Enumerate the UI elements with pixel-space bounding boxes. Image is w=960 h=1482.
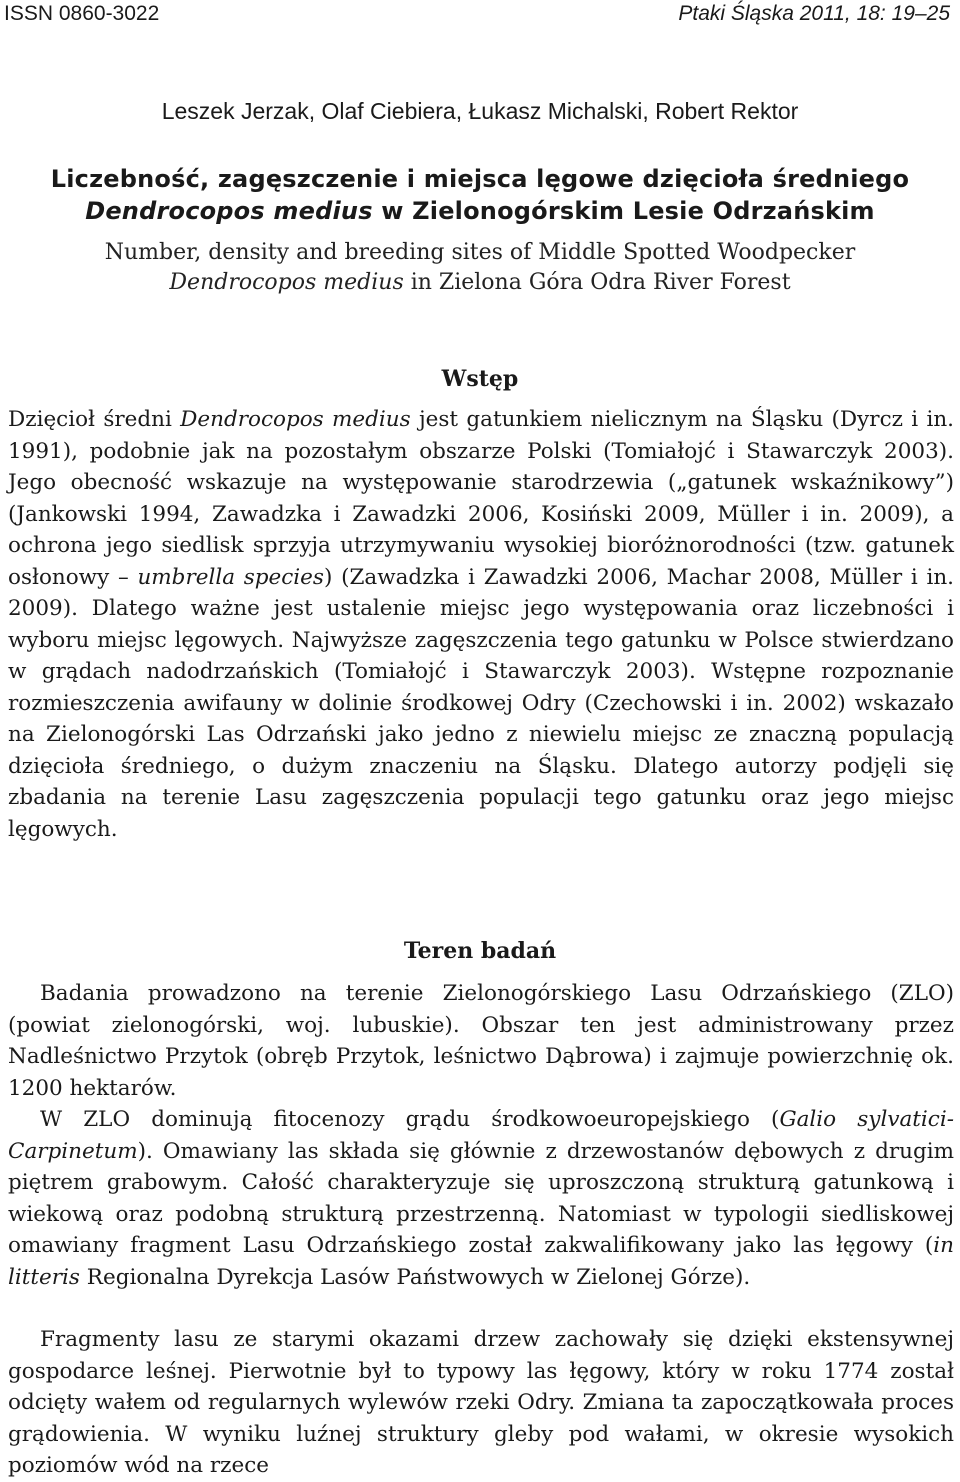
title-pl-rest: w Zielonogórskim Lesie Odrzańskim bbox=[372, 197, 875, 225]
title-en-species: Dendrocopos medius bbox=[169, 270, 404, 295]
wstep-text-c: ) (Zawadzka i Zawadzki 2006, Machar 2008, Müller i in. 2009). Dlatego ważne jest ustalenie miejsc jego występowania oraz liczebności i wyboru miejsc lęgowych. Najwyższe zagęszczenia tego gatunku w Polsce stwierdzano w grądach nadodrzańskich (Tomiałojć i Stawarczyk 2003). Wstępne rozpoznanie rozmieszczenia awifauny w dolinie środkowej Odry (Czechowski i in. 2002) wskazało na Zielonogórski Las Odrzański jako jedno z niewielu miejsc ze znaczną populacją dzięcioła średniego, o dużym znaczeniu na Śląsku. Dlatego autorzy podjęli się zbadania na terenie Lasu zagęszczenia populacji tego gatunku oraz jego miejsc lęgowych. bbox=[8, 564, 955, 842]
issn-label: ISSN 0860-3022 bbox=[4, 2, 160, 25]
paragraph-wstep bbox=[8, 404, 954, 845]
title-pl-line1: Liczebność, zagęszczenie i miejsca lęgowe dzięcioła średniego bbox=[50, 165, 910, 193]
paragraph-teren-3: Fragmenty lasu ze starymi okazami drzew zachowały się dzięki ekstensywnej gospodarce leśnej. Pierwotnie był to typowy las łęgowy, który w roku 1774 został odcięty wałem od regularnych wylewów rzeki Odry. Zmiana ta zapoczątkowała proces grądowienia. W wyniku luźnej struktury gleby pod wałami, w okresie wysokich poziomów wód na rzece bbox=[8, 1327, 954, 1478]
teren2-litteris: in litteris bbox=[8, 1233, 954, 1290]
teren2-text-c: Regionalna Dyrekcja Lasów Państwowych w Zielonej Górze). bbox=[79, 1264, 751, 1290]
section-heading-teren: Teren badań bbox=[403, 938, 557, 964]
title-en-line1: Number, density and breeding sites of Middle Spotted Woodpecker bbox=[104, 240, 856, 265]
teren2-text-b: ). Omawiany las składa się głównie z drzewostanów dębowych z drugim piętrem grabowym. Całość charakteryzuje się uproszczoną strukturą gatunkową i wiekową oraz podobną strukturą przestrzenną. Natomiast w typologii siedliskowej omawiany fragment Lasu Odrzańskiego został zakwalifikowany jako las łęgowy ( bbox=[8, 1138, 954, 1258]
wstep-text-a: Dzięcioł średni bbox=[8, 407, 181, 432]
teren2-text-a: W ZLO dominują fitocenozy grądu środkowoeuropejskiego ( bbox=[40, 1107, 780, 1132]
section-heading-wstep: Wstęp bbox=[441, 366, 519, 392]
journal-citation: Ptaki Śląska 2011, 18: 19–25 bbox=[678, 2, 950, 25]
title-en-line2 bbox=[0, 270, 960, 295]
teren2-latin: Galio sylvatici-Carpinetum bbox=[8, 1107, 954, 1164]
title-pl-line2 bbox=[0, 197, 960, 225]
wstep-text-b: jest gatunkiem nielicznym na Śląsku (Dyrcz i in. 1991), podobnie jak na pozostałym obszarze Polski (Tomiałojć i Stawarczyk 2003). Jego obecność wskazuje na występowanie starodrzewia („gatunek wskaźnikowy”) (Jankowski 1994, Zawadzka i Zawadzki 2006, Kosiński 2009, Müller i in. 2009), a ochrona jego siedlisk sprzyja utrzymywaniu wysokiej bioróżnorodności (tzw. gatunek osłonowy – bbox=[8, 407, 955, 590]
paragraph-teren-1: Badania prowadzono na terenie Zielonogórskiego Lasu Odrzańskiego (ZLO) (powiat zielonogórski, woj. lubuskie). Obszar ten jest administrowany przez Nadleśnictwo Przytok (obręb Przytok, leśnictwo Dąbrowa) i zajmuje powierzchnię ok. 1200 hektarów. bbox=[8, 981, 954, 1101]
title-en-rest: in Zielona Góra Odra River Forest bbox=[403, 270, 791, 295]
title-pl-species: Dendrocopos medius bbox=[85, 197, 373, 225]
wstep-umbrella: umbrella species bbox=[137, 564, 324, 590]
author-list: Leszek Jerzak, Olaf Ciebiera, Łukasz Michalski, Robert Rektor bbox=[161, 98, 799, 124]
paragraph-teren-2 bbox=[8, 1104, 954, 1293]
wstep-species: Dendrocopos medius bbox=[180, 407, 411, 432]
